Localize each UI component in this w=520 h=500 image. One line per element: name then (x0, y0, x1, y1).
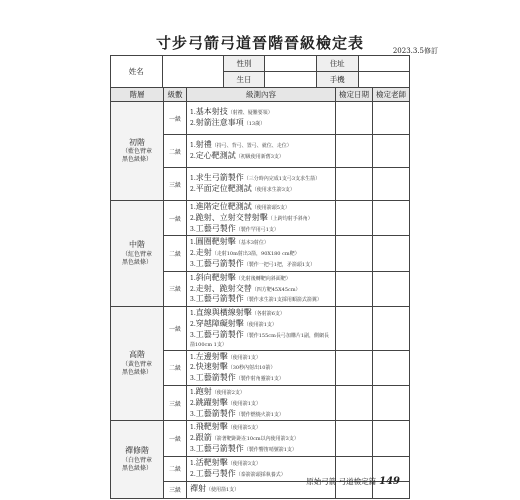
date-field[interactable] (336, 386, 373, 421)
level-content (187, 135, 336, 168)
teacher-field[interactable] (373, 271, 410, 306)
stage-desc: 黑色級條） (121, 156, 152, 164)
list-item: 3.工藝弓箭製作（製作一把弓1把，矛箭頭1支） (190, 258, 316, 268)
date-field[interactable] (336, 168, 373, 201)
address-field (358, 56, 409, 72)
list-item: 1.左邊射擊（使用箭1支） (190, 351, 261, 361)
date-field[interactable] (336, 135, 373, 168)
teacher-field[interactable] (373, 236, 410, 271)
date-field[interactable] (336, 201, 373, 236)
list-item: 1.飛靶射擊（使用箭5支） (190, 422, 261, 432)
stage-name: 高階 (129, 350, 145, 360)
gender-label: 性別 (223, 56, 265, 72)
stage-name: 初階 (129, 137, 145, 147)
header-level: 級數 (164, 88, 187, 102)
level-content (187, 168, 336, 201)
teacher-field[interactable] (373, 386, 410, 421)
address-label: 住址 (316, 56, 358, 72)
level-label: 一級 (164, 307, 187, 350)
stage-desc: 黑色級條） (121, 369, 152, 377)
stage-cell (111, 201, 164, 307)
teacher-field[interactable] (373, 421, 410, 456)
list-item: 3.工藝弓製作（製作罕用弓1支） (190, 223, 279, 233)
document-title: 寸步弓箭弓道晉階晉級檢定表 (155, 34, 364, 52)
list-item: 2.快速射擊（30秒內射出10箭） (190, 362, 276, 372)
level-label: 三級 (164, 271, 187, 306)
revision-date: 2023.3.5修訂 (392, 47, 438, 55)
header-teacher: 檢定老師 (373, 88, 410, 102)
teacher-field[interactable] (373, 307, 410, 350)
header-content: 級測內容 (187, 88, 336, 102)
table-row (111, 102, 410, 135)
birthday-label: 生日 (223, 72, 265, 88)
level-content (187, 201, 336, 236)
stage-cell (111, 102, 164, 201)
list-item: 1.斜向靶射擊（先射後轉靶向斜面靶） (190, 272, 291, 282)
level-label: 一級 (164, 102, 187, 135)
personal-info-table (110, 55, 410, 88)
footer-text: 原始弓箭 弓道檢定篇 (306, 477, 377, 486)
level-label: 二級 (164, 456, 187, 481)
list-item: 1.跑射（使用箭2支） (190, 387, 245, 397)
stage-desc: （黃色臂章 (121, 361, 152, 369)
name-field (162, 56, 223, 88)
date-field[interactable] (336, 271, 373, 306)
list-item: 3.工藝弓箭製作（製作求生箭1支採用順箭式箭翼） (190, 294, 322, 304)
list-item: 3.工藝箭製作（製作射角靈箭1支） (190, 373, 284, 383)
level-content (187, 350, 336, 385)
page-footer (306, 476, 400, 487)
list-item: 2.平面定位靶測試（使用求生箭3支） (190, 184, 295, 193)
page-number: 149 (379, 476, 400, 487)
list-item: 3.工藝弓箭製作（製作155cm長弓加購片1副，側網長箭100cm 1支） (190, 329, 330, 348)
list-item: 2.走射（走射10m射出3箭，90X180 cm靶） (190, 248, 300, 258)
list-item: 1.直線與橫線射擊（各射箭6支） (190, 308, 285, 318)
level-label: 二級 (164, 350, 187, 385)
list-item: 1.射禮（持弓、背弓、置弓、就位、走位） (190, 140, 292, 150)
level-content (187, 307, 336, 350)
table-row (111, 201, 410, 236)
grading-table (110, 87, 410, 499)
list-item: 禪射（使用箭1支） (190, 484, 240, 494)
list-item: 2.定心靶測試（初級使用新舊3支） (190, 151, 284, 160)
level-content (187, 386, 336, 421)
list-item: 2.跳躍射擊（使用箭1支） (190, 397, 261, 407)
level-content (187, 102, 336, 135)
level-label: 三級 (164, 481, 187, 498)
list-item: 2.射箭注意事項（13歲） (190, 118, 266, 127)
list-item: 1.圓圈靶射擊（基本3射位） (190, 237, 269, 247)
level-label: 二級 (164, 135, 187, 168)
birthday-field (265, 72, 316, 88)
date-field[interactable] (336, 236, 373, 271)
level-label: 一級 (164, 201, 187, 236)
level-content (187, 421, 336, 456)
level-label: 二級 (164, 236, 187, 271)
list-item: 2.工藝弓製作（泰箭箭頭採執養式） (190, 468, 286, 478)
header-date: 檢定日期 (336, 88, 373, 102)
stage-desc: （紅色臂章 (121, 250, 152, 258)
list-item: 3.工藝箭製作（製作燃燒火箭1支） (190, 408, 284, 418)
stage-desc: （白色臂章 (121, 456, 152, 464)
date-field[interactable] (336, 102, 373, 135)
level-label: 三級 (164, 168, 187, 201)
phone-field (358, 72, 409, 88)
header-row (111, 88, 410, 102)
teacher-field[interactable] (373, 135, 410, 168)
date-field[interactable] (336, 421, 373, 456)
list-item: 2.跟箭（箭著靶距距在10cm以內使用箭3支） (190, 433, 299, 443)
list-item: 2.穿越障礙射擊（使用箭1支） (190, 318, 277, 328)
list-item: 2.走射、跪射交替（四方靶45X45cm） (190, 283, 301, 293)
stage-desc: （藍色臂章 (121, 148, 152, 156)
table-row (111, 307, 410, 350)
phone-label: 手機 (316, 72, 358, 88)
date-field[interactable] (336, 350, 373, 385)
list-item: 1.求生弓箭製作（三分時內完成1支弓3支求生箭） (190, 173, 321, 183)
stage-cell (111, 307, 164, 421)
list-item: 2.跪射、立射交替射擊（上跨均射手斜角） (190, 212, 313, 222)
stage-name: 禪修階 (125, 446, 149, 456)
list-item: 1.進階定位靶測試（使用箭頭5支） (190, 202, 290, 211)
level-content (187, 236, 336, 271)
teacher-field[interactable] (373, 201, 410, 236)
level-label: 一級 (164, 421, 187, 456)
stage-name: 中階 (129, 240, 145, 250)
name-label: 姓名 (111, 56, 163, 88)
list-item: 1.活靶射擊（使用箭3支） (190, 458, 261, 468)
gender-field (265, 56, 316, 72)
list-item: 3.工藝弓箭製作（製作響笛哨號箭1支） (190, 444, 297, 454)
teacher-field[interactable] (373, 350, 410, 385)
date-field[interactable] (336, 307, 373, 350)
teacher-field[interactable] (373, 168, 410, 201)
header-stage: 階層 (111, 88, 164, 102)
level-content (187, 271, 336, 306)
stage-cell (111, 421, 164, 498)
stage-desc: 黑色級條） (121, 465, 152, 473)
level-label: 三級 (164, 386, 187, 421)
list-item: 1.基本射技（射禮、疑難要領） (190, 107, 273, 117)
stage-desc: 黑色級條） (121, 258, 152, 266)
teacher-field[interactable] (373, 102, 410, 135)
table-row (111, 421, 410, 456)
